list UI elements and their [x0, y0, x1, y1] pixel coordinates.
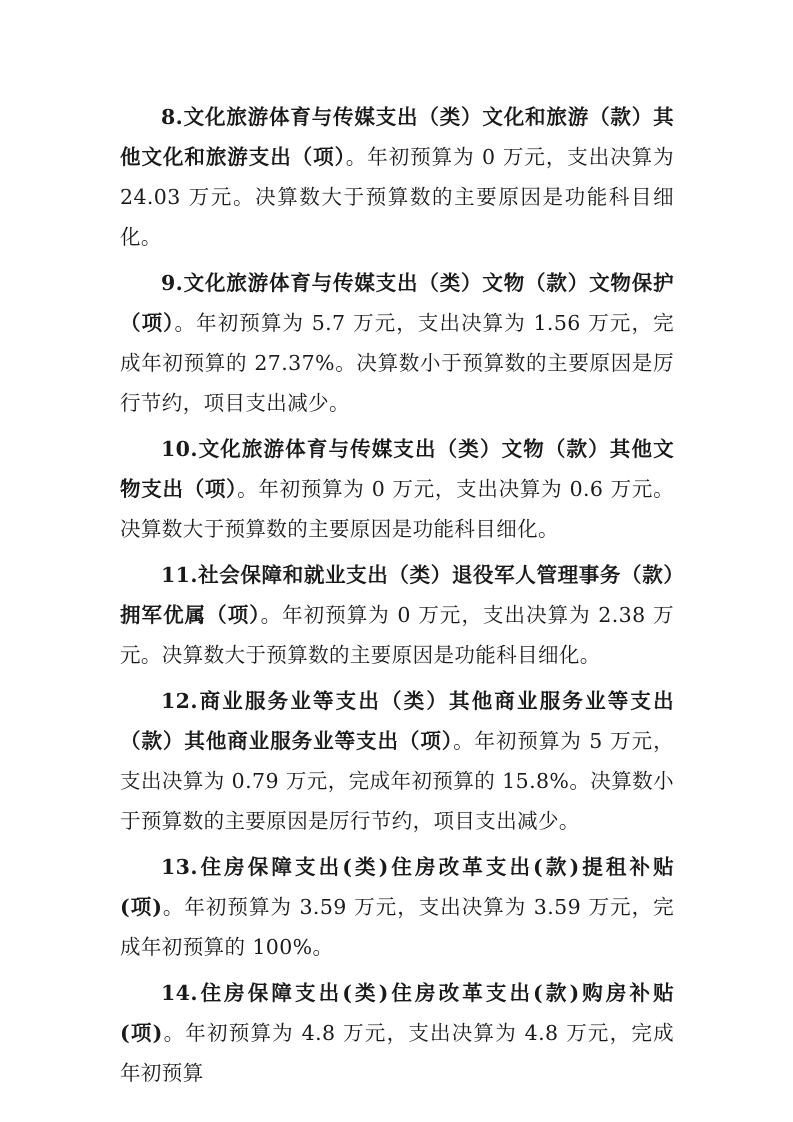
paragraph-item-14: [120, 973, 674, 1093]
paragraph-text: 。年初预算为 0 万元，支出决算为 2.38 万元。决算数大于预算数的主要原因是功能科目细化。: [120, 603, 674, 667]
paragraph-heading: 10.文化旅游体育与传媒支出（类）文物（款）其他文物支出（项）: [120, 437, 674, 501]
paragraph-text: 。年初预算为 0 万元，支出决算为 0.6 万元。决算数大于预算数的主要原因是功能科目细化。: [120, 477, 674, 541]
paragraph-heading: 11.社会保障和就业支出（类）退役军人管理事务（款）拥军优属（项）: [120, 563, 674, 627]
paragraph-text: 。年初预算为 4.8 万元，支出决算为 4.8 万元，完成年初预算: [120, 1021, 674, 1085]
paragraph-heading: 9.文化旅游体育与传媒支出（类）文物（款）文物保护（项）: [120, 271, 674, 335]
paragraph-text: 。年初预算为 0 万元，支出决算为 24.03 万元。决算数大于预算数的主要原因是功能科目细化。: [120, 145, 675, 249]
document-body: [120, 97, 674, 1093]
paragraph-item-13: [120, 847, 674, 967]
paragraph-text: 。年初预算为 5 万元，支出决算为 0.79 万元，完成年初预算的 15.8%。决算数小于预算数的主要原因是厉行节约，项目支出减少。: [120, 729, 675, 833]
paragraph-item-11: [120, 555, 674, 675]
paragraph-heading: 13.住房保障支出(类)住房改革支出(款)提租补贴(项): [120, 855, 674, 919]
paragraph-heading: 14.住房保障支出(类)住房改革支出(款)购房补贴(项): [120, 981, 674, 1045]
paragraph-item-10: [120, 429, 674, 549]
paragraph-text: 。年初预算为 5.7 万元，支出决算为 1.56 万元，完成年初预算的 27.37%。决算数小于预算数的主要原因是厉行节约，项目支出减少。: [120, 311, 674, 415]
paragraph-item-9: [120, 263, 674, 423]
paragraph-heading: 8.文化旅游体育与传媒支出（类）文化和旅游（款）其他文化和旅游支出（项）: [120, 105, 674, 169]
paragraph-text: 。年初预算为 3.59 万元，支出决算为 3.59 万元，完成年初预算的 100%。: [120, 895, 674, 959]
paragraph-item-8: [120, 97, 674, 257]
paragraph-heading: 12.商业服务业等支出（类）其他商业服务业等支出（款）其他商业服务业等支出（项）: [120, 689, 674, 753]
paragraph-item-12: [120, 681, 674, 841]
